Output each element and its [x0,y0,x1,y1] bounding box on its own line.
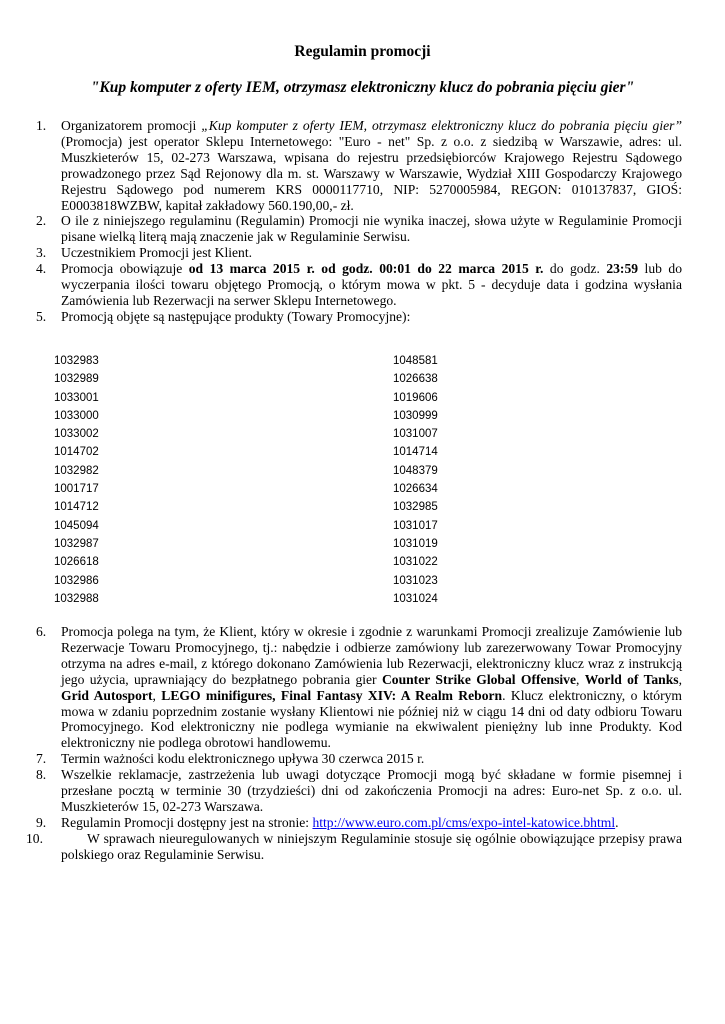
product-code: 1031022 [393,556,438,569]
terms-list-top [36,118,682,325]
product-code: 1031019 [393,537,438,550]
list-item-text: Organizatorem promocji „Kup komputer z oferty IEM, otrzymasz elektroniczny klucz do pobrania pięciu gier” (Promocja) jest operator Sklepu Internetowego: "Euro - net" Sp. z o.o. z siedzibą w Warszawie, adres: ul. Muszkieterów 15, 02-273 Warszawa, wpisana do rejestru przedsiębiorców Krajowego Rejestru Sądowego prowadzonego przez Sąd Rejonowy dla m. st. Warszawy w Warszawie, Wydział XIII Gospodarczy Krajowego Rejestru Sądowego pod numerem KRS 0000117710, NIP: 5270005984, REGON: 010137837, GIOŚ: E0003818WZBW, kapitał zakładowy 560.190,00,- zł. [61,118,683,213]
list-item-number: 3. [36,245,47,261]
list-item [36,815,682,831]
list-item-text: Promocja obowiązuje od 13 marca 2015 r. od godz. 00:01 do 22 marca 2015 r. do godz. 23:59 lub do wyczerpania ilości towaru objętego Promocją, o którym mowa w pkt. 5 - decyduje data i godzina wysłania Zamówienia lub Rezerwacji na serwer Sklepu Internetowego. [61,261,682,308]
product-code: 1033000 [54,409,99,422]
list-item-text: Promocja polega na tym, że Klient, który w okresie i zgodnie z warunkami Promocji zrealizuje Zamówienie lub Rezerwacje Towaru Promocyjnego, tj.: nabędzie i odbierze zamówiony lub zarezerwowany Towar Promocyjny otrzyma na adres e-mail, z którego dokonano Zamówienia lub Rezerwacji, elektroniczny klucz wraz z instrukcją jego użycia, uprawniający do bezpłatnego pobrania gier Counter Strike Global Offensive, World of Tanks, Grid Autosport, LEGO minifigures, Final Fantasy XIV: A Realm Reborn. Klucz elektroniczny, o którym mowa w zdaniu poprzednim zostanie wysłany Klientowi nie później niż w ciągu 14 dni od daty odbioru Towaru Promocyjnego. Kod elektroniczny nie podlega wymianie na ekwiwalent pieniężny lub inne Produkty. Kod elektroniczny nie podlega obrotowi handlowemu. [61,624,682,751]
product-code: 1033002 [54,428,99,441]
product-code: 1032988 [54,592,99,605]
product-code: 1026634 [393,483,438,496]
product-code: 1032987 [54,537,99,550]
product-code: 1014714 [393,446,438,459]
product-code: 1026618 [54,556,99,569]
list-item-text: Uczestnikiem Promocji jest Klient. [61,245,253,261]
product-code: 1030999 [393,409,438,422]
list-item [36,309,682,325]
list-item-number: 8. [36,767,47,783]
list-item [36,245,682,261]
product-code: 1001717 [54,483,99,496]
list-item [36,751,682,767]
product-code: 1026638 [393,373,438,386]
list-item-number: 5. [36,308,47,324]
product-code: 1014702 [54,446,99,459]
product-code: 1033001 [54,391,99,404]
product-codes-left [54,352,99,608]
list-item [36,767,682,815]
list-item [36,624,682,751]
product-code: 1032985 [393,501,438,514]
list-item-number: 7. [36,751,47,767]
product-code: 1032986 [54,574,99,587]
list-item-number: 4. [36,261,47,277]
product-code: 1031023 [393,574,438,587]
promotion-url-link[interactable]: http://www.euro.com.pl/cms/expo-intel-katowice.bhtml [312,814,616,830]
product-code: 1048581 [393,355,438,367]
list-item [36,213,682,245]
product-code: 1019606 [393,391,438,404]
list-item-text: Termin ważności kodu elektronicznego upływa 30 czerwca 2015 r. [61,751,425,767]
list-item-number: 6. [36,624,47,639]
product-code: 1031017 [393,519,438,532]
product-code: 1032983 [54,355,99,367]
list-item-number: 2. [36,213,47,229]
product-codes-right [393,352,438,608]
list-item [36,261,682,309]
list-item-number: 9. [36,814,47,830]
list-item [26,830,682,863]
page-title: Regulamin promocji [294,43,431,60]
list-item-text: Promocją objęte są następujące produkty (Towary Promocyjne): [61,308,411,324]
product-code: 1048379 [393,464,438,477]
product-code: 1045094 [54,519,99,532]
list-item-number: 10. [26,830,43,846]
list-item-text: O ile z niniejszego regulaminu (Regulamin) Promocji nie wynika inaczej, słowa użyte w Regulaminie Promocji pisane wielką literą mają znaczenie jak w Regulaminie Serwisu. [61,213,682,245]
product-code: 1014712 [54,501,99,514]
list-item-text: W sprawach nieuregulowanych w niniejszym Regulaminie stosuje się ogólnie obowiązujące przepisy prawa polskiego oraz Regulaminie Serwisu. [61,830,682,862]
product-code: 1032982 [54,464,99,477]
product-code: 1031007 [393,428,438,441]
list-item [36,118,682,213]
product-code: 1031024 [393,592,438,605]
list-item-text: Wszelkie reklamacje, zastrzeżenia lub uwagi dotyczące Promocji mogą być składane w formie pisemnej i przesłane pocztą w terminie 30 (trzydzieści) dni od zakończenia Promocji na adres: Euro-net Sp. z o.o. ul. Muszkieterów 15, 02-273 Warszawa. [61,767,682,814]
list-item-number: 1. [36,118,47,133]
list-item-text: Regulamin Promocji dostępny jest na stronie: http://www.euro.com.pl/cms/expo-intel-katowice.bhtml. [61,814,619,830]
promotion-name: "Kup komputer z oferty IEM, otrzymasz elektroniczny klucz do pobrania pięciu gier" [90,79,635,96]
product-code: 1032989 [54,373,99,386]
terms-list-bottom [26,624,682,863]
